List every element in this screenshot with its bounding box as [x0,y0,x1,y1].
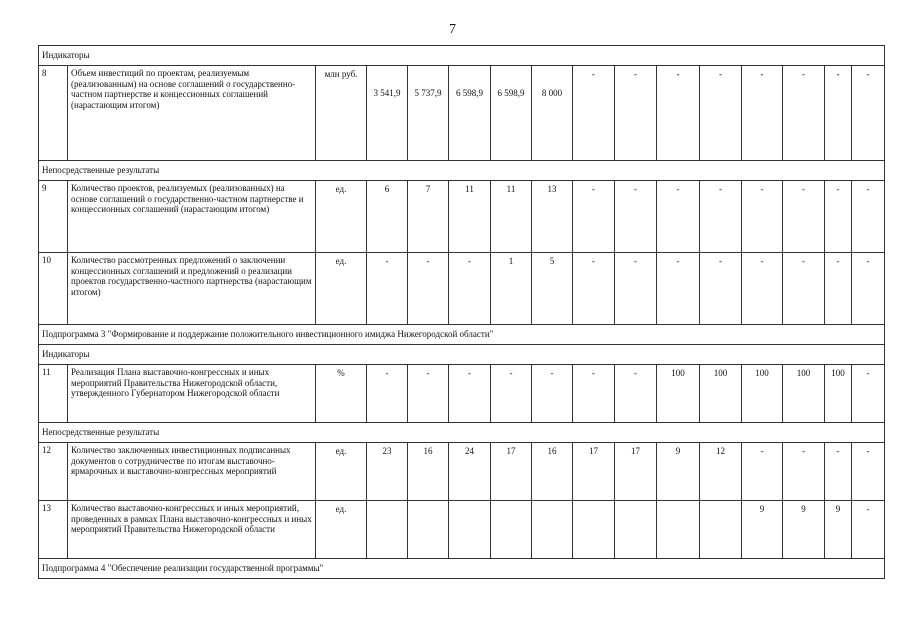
value-cell: - [532,365,573,423]
value-cell: - [573,365,615,423]
section-heading: Индикаторы [39,46,885,66]
value-cell [573,501,615,559]
value-cell: 8 000 [532,66,573,161]
indicator-name: Количество выставочно-конгрессных и иных мероприятий, проведенных в рамках Плана выставочно-конгрессных и иных мероприятий Правительства Нижегородской области [68,501,316,559]
value-cell: 100 [700,365,742,423]
value-cell: - [408,365,449,423]
value-cell: - [852,443,885,501]
value-cell: - [367,365,408,423]
value-cell [532,501,573,559]
value-cell: 12 [700,443,742,501]
row-number: 13 [39,501,68,559]
section-row [39,46,885,66]
value-cell: 13 [532,181,573,253]
value-cell: - [852,501,885,559]
value-cell: - [449,253,491,325]
value-cell: 3 541,9 [367,66,408,161]
value-cell: - [449,365,491,423]
unit-cell: % [316,365,367,423]
value-cell: 9 [825,501,852,559]
row-number: 12 [39,443,68,501]
value-cell: - [852,66,885,161]
value-cell [615,501,657,559]
unit-cell: ед. [316,253,367,325]
value-cell: - [783,253,825,325]
value-cell: 9 [783,501,825,559]
value-cell: - [852,181,885,253]
value-cell: - [657,66,700,161]
value-cell: - [852,365,885,423]
value-cell: - [367,253,408,325]
row-number: 10 [39,253,68,325]
value-cell: 11 [491,181,532,253]
indicator-name: Количество заключенных инвестиционных подписанных документов о сотрудничестве по итогам выставочно-ярмарочных и выставочно-конгрессных мероприятий [68,443,316,501]
value-cell: 16 [408,443,449,501]
value-cell: - [573,66,615,161]
value-cell: - [852,253,885,325]
value-cell: - [615,66,657,161]
section-heading: Непосредственные результаты [39,161,885,181]
value-cell: 6 [367,181,408,253]
value-cell: - [657,253,700,325]
value-cell [367,501,408,559]
value-cell: - [615,181,657,253]
value-cell [657,501,700,559]
value-cell: 23 [367,443,408,501]
value-cell: - [408,253,449,325]
value-cell: 100 [742,365,783,423]
value-cell: 5 [532,253,573,325]
value-cell [700,501,742,559]
value-cell: 9 [742,501,783,559]
value-cell: 100 [825,365,852,423]
table-row [39,501,885,559]
value-cell: 17 [491,443,532,501]
table-row [39,66,885,161]
value-cell [491,501,532,559]
value-cell [449,501,491,559]
row-number: 8 [39,66,68,161]
unit-cell: ед. [316,181,367,253]
value-cell: - [825,66,852,161]
value-cell: - [615,365,657,423]
table-row [39,365,885,423]
indicators-table [38,45,885,579]
section-heading: Индикаторы [39,345,885,365]
section-row [39,423,885,443]
value-cell: - [825,253,852,325]
value-cell: 24 [449,443,491,501]
value-cell: 9 [657,443,700,501]
indicator-name: Реализация Плана выставочно-конгрессных и иных мероприятий Правительства Нижегородской области, утвержденного Губернатором Нижегородской области [68,365,316,423]
section-row [39,325,885,345]
value-cell: 6 598,9 [491,66,532,161]
value-cell: - [825,443,852,501]
value-cell: - [742,253,783,325]
value-cell: - [783,443,825,501]
indicator-name: Количество рассмотренных предложений о заключении концессионных соглашений и предложений о реализации проектов государственно-частного партнерства (нарастающим итогом) [68,253,316,325]
value-cell: 11 [449,181,491,253]
page-number: 7 [449,22,456,37]
unit-cell: ед. [316,443,367,501]
indicator-name: Объем инвестиций по проектам, реализуемым (реализованным) на основе соглашений о государственно-частном партнерстве и концессионных соглашений (нарастающим итогом) [68,66,316,161]
value-cell: - [742,181,783,253]
indicator-name: Количество проектов, реализуемых (реализованных) на основе соглашений о государственно-частном партнерстве и концессионных соглашений (нарастающим итогом) [68,181,316,253]
value-cell: - [615,253,657,325]
value-cell: - [700,253,742,325]
value-cell: 100 [783,365,825,423]
section-row [39,559,885,579]
value-cell: - [742,443,783,501]
value-cell: - [825,181,852,253]
section-row [39,345,885,365]
section-heading: Непосредственные результаты [39,423,885,443]
value-cell: 7 [408,181,449,253]
value-cell: 5 737,9 [408,66,449,161]
section-row [39,161,885,181]
value-cell [408,501,449,559]
section-heading: Подпрограмма 3 "Формирование и поддержание положительного инвестиционного имиджа Нижегородской области" [39,325,885,345]
value-cell: - [700,181,742,253]
unit-cell: ед. [316,501,367,559]
value-cell: 16 [532,443,573,501]
value-cell: - [657,181,700,253]
value-cell: 17 [573,443,615,501]
row-number: 11 [39,365,68,423]
value-cell: - [573,253,615,325]
value-cell: - [573,181,615,253]
value-cell: 6 598,9 [449,66,491,161]
value-cell: 17 [615,443,657,501]
table-row [39,181,885,253]
table-row [39,443,885,501]
unit-cell: млн руб. [316,66,367,161]
row-number: 9 [39,181,68,253]
value-cell: 1 [491,253,532,325]
value-cell: - [700,66,742,161]
value-cell: - [491,365,532,423]
value-cell: - [783,181,825,253]
value-cell: - [783,66,825,161]
value-cell: - [742,66,783,161]
value-cell: 100 [657,365,700,423]
table-row [39,253,885,325]
section-heading: Подпрограмма 4 "Обеспечение реализации государственной программы" [39,559,885,579]
